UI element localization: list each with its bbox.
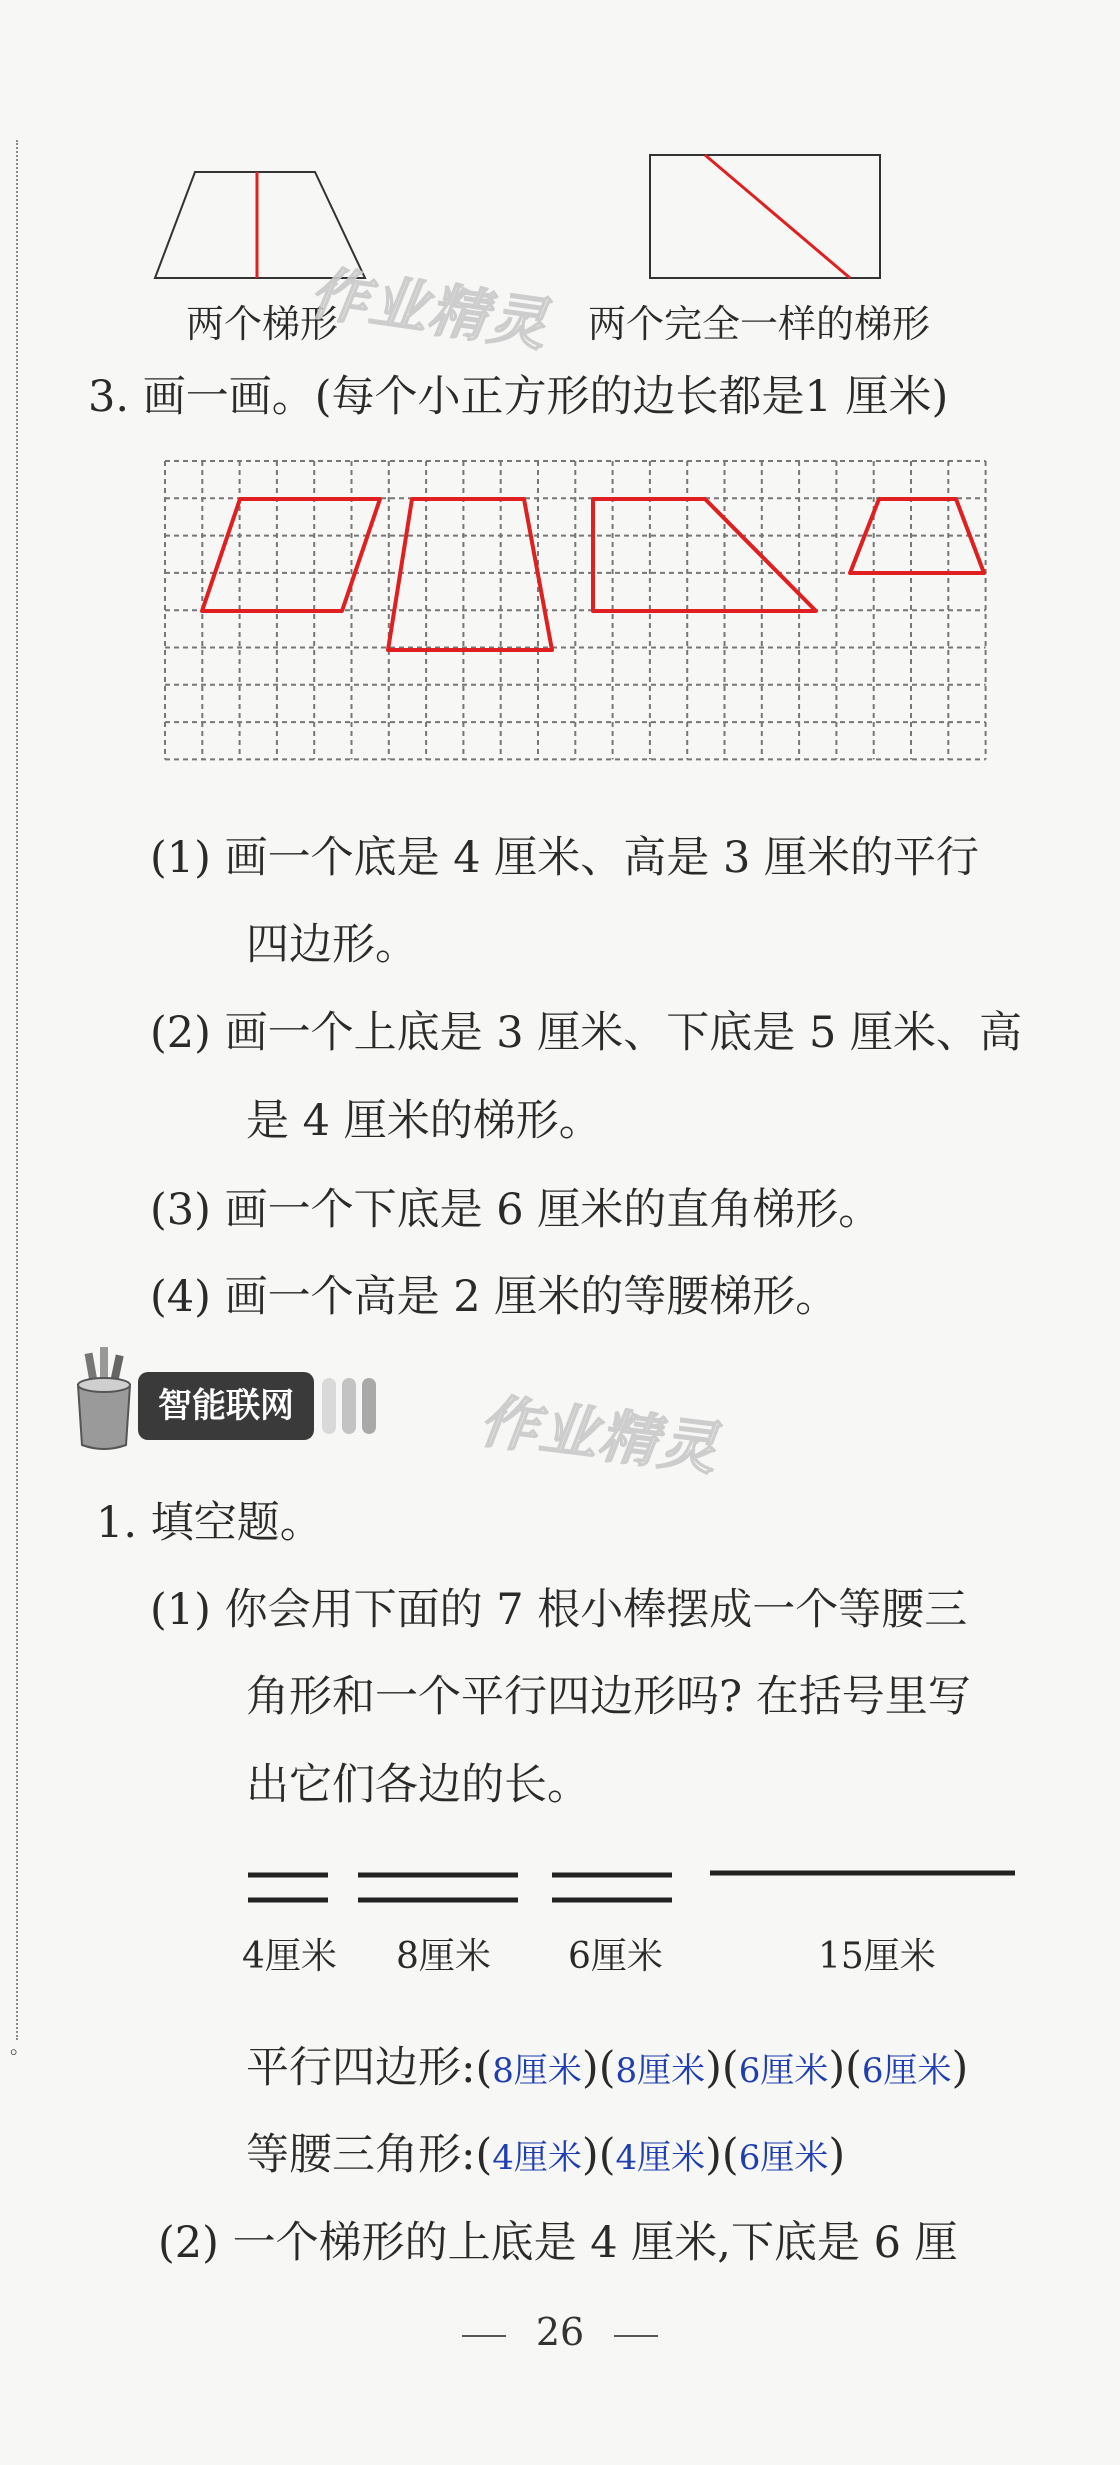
isosceles-answer-3: 6厘米 [738,2138,829,2178]
right-caption: 两个完全一样的梯形 [588,302,931,346]
rectangle-figure [650,155,880,278]
badge-tail-light [322,1378,336,1434]
q3-item3: (3) 画一个下底是 6 厘米的直角梯形。 [150,1185,882,1235]
q3-item1-line1: (1) 画一个底是 4 厘米、高是 3 厘米的平行 [150,833,979,883]
parallelogram-answer-1: 8厘米 [492,2051,582,2091]
badge-tail-mid [342,1378,356,1434]
parallelogram-answer-line: 平行四边形:(8厘米)(8厘米)(6厘米)(6厘米) [246,2043,969,2093]
drawn-parallelogram [202,499,380,611]
isosceles-label: 等腰三角形: [246,2130,476,2180]
badge-tail-dark [362,1378,376,1434]
margin-dotted-line [16,140,18,2040]
q3-item2-line2: 是 4 厘米的梯形。 [246,1096,602,1146]
q1-sub1-line2: 角形和一个平行四边形吗? 在括号里写 [246,1672,971,1722]
grid-drawing [160,455,1020,775]
page-footer [0,2310,1120,2354]
parallelogram-answer-3: 6厘米 [738,2051,829,2091]
section-badge: 智能联网 [138,1372,314,1440]
q1-sub2-line1: (2) 一个梯形的上底是 4 厘米,下底是 6 厘 [158,2218,958,2268]
footer-dash-right [614,2335,658,2337]
isosceles-answer-line: 等腰三角形:(4厘米)(4厘米)(6厘米) [246,2130,846,2180]
drawn-right-trapezoid [593,499,816,611]
parallelogram-answer-4: 6厘米 [861,2051,952,2091]
stick-label-15cm: 15厘米 [818,1936,936,1977]
sticks-figure [240,1865,1030,1915]
parallelogram-label: 平行四边形: [246,2043,476,2093]
q3-title: 3. 画一画。(每个小正方形的边长都是1 厘米) [88,372,949,422]
pencil-cup-icon [70,1345,140,1455]
q3-item1-line2: 四边形。 [246,920,418,970]
q1-sub1-line1: (1) 你会用下面的 7 根小棒摆成一个等腰三 [150,1585,968,1635]
page-number: 26 [535,2310,585,2354]
isosceles-answer-2: 4厘米 [615,2138,706,2178]
footer-dash-left [462,2335,506,2337]
isosceles-answer-1: 4厘米 [492,2138,582,2178]
top-figures [140,150,960,290]
q1-sub1-line3: 出它们各边的长。 [246,1760,590,1810]
stick-label-8cm: 8厘米 [396,1936,491,1977]
stick-label-6cm: 6厘米 [568,1936,663,1977]
q3-item2-line1: (2) 画一个上底是 3 厘米、下底是 5 厘米、高 [150,1008,1022,1058]
watermark-2: 作业精灵 [476,1386,723,1484]
left-caption: 两个梯形 [186,302,339,346]
watermark: 作业精灵 [305,258,553,360]
parallelogram-answer-2: 8厘米 [615,2051,706,2091]
red-diagonal-line [705,155,850,278]
stick-label-4cm: 4厘米 [242,1936,337,1977]
q1-title: 1. 填空题。 [96,1498,323,1548]
margin-dot: 。 [10,2034,30,2058]
drawn-trapezoid [388,499,552,650]
q3-item4: (4) 画一个高是 2 厘米的等腰梯形。 [150,1272,839,1322]
